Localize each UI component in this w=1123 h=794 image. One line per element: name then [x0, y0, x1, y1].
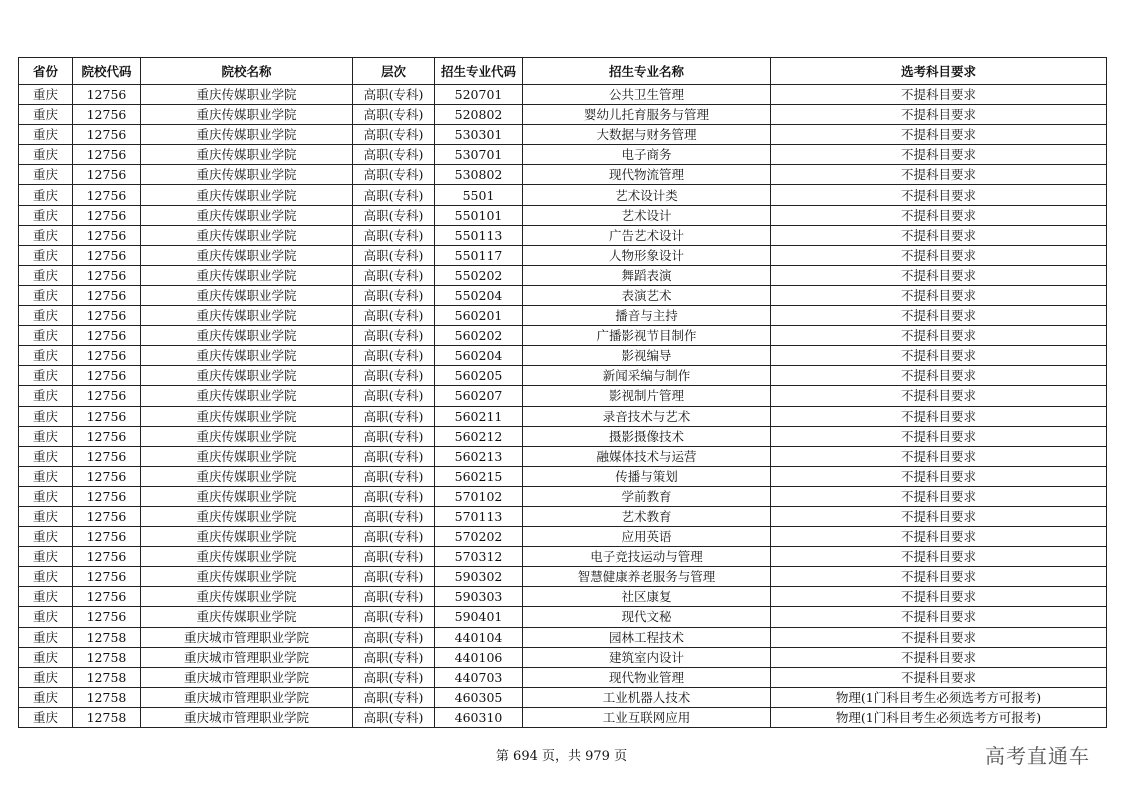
school-name-cell: 重庆传媒职业学院 [141, 85, 353, 105]
major-code-cell: 560207 [435, 386, 523, 406]
subject-requirement-cell: 不提科目要求 [771, 607, 1107, 627]
school-name-cell: 重庆传媒职业学院 [141, 386, 353, 406]
major-code-cell: 550101 [435, 205, 523, 225]
province-cell: 重庆 [19, 627, 73, 647]
school-code-cell: 12756 [73, 145, 141, 165]
school-code-cell: 12756 [73, 506, 141, 526]
major-name-cell: 广播影视节目制作 [523, 326, 771, 346]
column-header-province: 省份 [19, 58, 73, 85]
level-cell: 高职(专科) [353, 647, 435, 667]
table-row [19, 687, 1107, 707]
school-name-cell: 重庆传媒职业学院 [141, 285, 353, 305]
major-name-cell: 广告艺术设计 [523, 225, 771, 245]
school-code-cell: 12758 [73, 627, 141, 647]
major-code-cell: 460310 [435, 707, 523, 727]
province-cell: 重庆 [19, 145, 73, 165]
school-name-cell: 重庆传媒职业学院 [141, 105, 353, 125]
level-cell: 高职(专科) [353, 285, 435, 305]
subject-requirement-cell: 不提科目要求 [771, 587, 1107, 607]
major-code-cell: 590302 [435, 567, 523, 587]
table-header-row [19, 58, 1107, 85]
admission-table-container [18, 57, 1106, 728]
school-name-cell: 重庆传媒职业学院 [141, 366, 353, 386]
major-name-cell: 新闻采编与制作 [523, 366, 771, 386]
table-row [19, 265, 1107, 285]
major-code-cell: 560202 [435, 326, 523, 346]
level-cell: 高职(专科) [353, 446, 435, 466]
major-code-cell: 570202 [435, 527, 523, 547]
table-row [19, 225, 1107, 245]
level-cell: 高职(专科) [353, 627, 435, 647]
major-code-cell: 590303 [435, 587, 523, 607]
table-row [19, 245, 1107, 265]
school-code-cell: 12756 [73, 185, 141, 205]
table-row [19, 486, 1107, 506]
subject-requirement-cell: 不提科目要求 [771, 125, 1107, 145]
school-code-cell: 12756 [73, 567, 141, 587]
school-code-cell: 12756 [73, 587, 141, 607]
province-cell: 重庆 [19, 85, 73, 105]
school-code-cell: 12758 [73, 647, 141, 667]
major-code-cell: 530301 [435, 125, 523, 145]
province-cell: 重庆 [19, 527, 73, 547]
school-name-cell: 重庆传媒职业学院 [141, 165, 353, 185]
level-cell: 高职(专科) [353, 406, 435, 426]
school-name-cell: 重庆城市管理职业学院 [141, 687, 353, 707]
major-name-cell: 融媒体技术与运营 [523, 446, 771, 466]
major-name-cell: 园林工程技术 [523, 627, 771, 647]
province-cell: 重庆 [19, 426, 73, 446]
subject-requirement-cell: 不提科目要求 [771, 667, 1107, 687]
major-name-cell: 电子竞技运动与管理 [523, 547, 771, 567]
level-cell: 高职(专科) [353, 667, 435, 687]
school-code-cell: 12756 [73, 366, 141, 386]
province-cell: 重庆 [19, 567, 73, 587]
subject-requirement-cell: 不提科目要求 [771, 527, 1107, 547]
level-cell: 高职(专科) [353, 607, 435, 627]
major-code-cell: 560213 [435, 446, 523, 466]
subject-requirement-cell: 不提科目要求 [771, 285, 1107, 305]
school-name-cell: 重庆传媒职业学院 [141, 506, 353, 526]
school-name-cell: 重庆城市管理职业学院 [141, 627, 353, 647]
school-name-cell: 重庆传媒职业学院 [141, 567, 353, 587]
province-cell: 重庆 [19, 446, 73, 466]
table-row [19, 506, 1107, 526]
school-name-cell: 重庆传媒职业学院 [141, 185, 353, 205]
level-cell: 高职(专科) [353, 125, 435, 145]
subject-requirement-cell: 不提科目要求 [771, 366, 1107, 386]
table-row [19, 446, 1107, 466]
province-cell: 重庆 [19, 165, 73, 185]
subject-requirement-cell: 不提科目要求 [771, 647, 1107, 667]
table-row [19, 607, 1107, 627]
school-name-cell: 重庆传媒职业学院 [141, 125, 353, 145]
table-row [19, 627, 1107, 647]
level-cell: 高职(专科) [353, 245, 435, 265]
level-cell: 高职(专科) [353, 506, 435, 526]
major-code-cell: 550202 [435, 265, 523, 285]
province-cell: 重庆 [19, 506, 73, 526]
table-row [19, 185, 1107, 205]
table-row [19, 285, 1107, 305]
subject-requirement-cell: 不提科目要求 [771, 245, 1107, 265]
major-name-cell: 电子商务 [523, 145, 771, 165]
school-name-cell: 重庆传媒职业学院 [141, 446, 353, 466]
subject-requirement-cell: 不提科目要求 [771, 326, 1107, 346]
major-name-cell: 传播与策划 [523, 466, 771, 486]
table-row [19, 547, 1107, 567]
table-row [19, 306, 1107, 326]
table-row [19, 647, 1107, 667]
subject-requirement-cell: 不提科目要求 [771, 185, 1107, 205]
major-code-cell: 560205 [435, 366, 523, 386]
major-code-cell: 440703 [435, 667, 523, 687]
major-code-cell: 550113 [435, 225, 523, 245]
level-cell: 高职(专科) [353, 386, 435, 406]
school-name-cell: 重庆传媒职业学院 [141, 486, 353, 506]
page-number: 第 694 页，共 979 页 [495, 749, 628, 764]
school-code-cell: 12756 [73, 466, 141, 486]
table-row [19, 587, 1107, 607]
major-name-cell: 工业互联网应用 [523, 707, 771, 727]
major-name-cell: 艺术设计 [523, 205, 771, 225]
level-cell: 高职(专科) [353, 205, 435, 225]
school-code-cell: 12758 [73, 667, 141, 687]
major-name-cell: 学前教育 [523, 486, 771, 506]
school-name-cell: 重庆传媒职业学院 [141, 607, 353, 627]
school-name-cell: 重庆城市管理职业学院 [141, 667, 353, 687]
school-name-cell: 重庆传媒职业学院 [141, 527, 353, 547]
table-row [19, 366, 1107, 386]
watermark-logo-text: 高考直通车 [985, 744, 1090, 768]
major-code-cell: 560204 [435, 346, 523, 366]
table-row [19, 125, 1107, 145]
province-cell: 重庆 [19, 647, 73, 667]
province-cell: 重庆 [19, 486, 73, 506]
subject-requirement-cell: 不提科目要求 [771, 225, 1107, 245]
major-code-cell: 560201 [435, 306, 523, 326]
level-cell: 高职(专科) [353, 486, 435, 506]
level-cell: 高职(专科) [353, 567, 435, 587]
school-name-cell: 重庆传媒职业学院 [141, 326, 353, 346]
major-name-cell: 摄影摄像技术 [523, 426, 771, 446]
level-cell: 高职(专科) [353, 527, 435, 547]
province-cell: 重庆 [19, 386, 73, 406]
table-body [19, 85, 1107, 728]
subject-requirement-cell: 物理(1门科目考生必须选考方可报考) [771, 707, 1107, 727]
level-cell: 高职(专科) [353, 326, 435, 346]
subject-requirement-cell: 不提科目要求 [771, 406, 1107, 426]
major-code-cell: 530701 [435, 145, 523, 165]
school-name-cell: 重庆传媒职业学院 [141, 245, 353, 265]
major-code-cell: 5501 [435, 185, 523, 205]
level-cell: 高职(专科) [353, 265, 435, 285]
level-cell: 高职(专科) [353, 366, 435, 386]
school-name-cell: 重庆传媒职业学院 [141, 225, 353, 245]
school-code-cell: 12756 [73, 547, 141, 567]
level-cell: 高职(专科) [353, 225, 435, 245]
major-name-cell: 现代文秘 [523, 607, 771, 627]
school-code-cell: 12756 [73, 85, 141, 105]
province-cell: 重庆 [19, 306, 73, 326]
major-code-cell: 520802 [435, 105, 523, 125]
school-code-cell: 12756 [73, 285, 141, 305]
school-code-cell: 12758 [73, 687, 141, 707]
school-code-cell: 12756 [73, 265, 141, 285]
subject-requirement-cell: 不提科目要求 [771, 105, 1107, 125]
subject-requirement-cell: 不提科目要求 [771, 265, 1107, 285]
school-code-cell: 12756 [73, 527, 141, 547]
subject-requirement-cell: 不提科目要求 [771, 567, 1107, 587]
major-code-cell: 570312 [435, 547, 523, 567]
school-name-cell: 重庆传媒职业学院 [141, 406, 353, 426]
table-row [19, 426, 1107, 446]
subject-requirement-cell: 不提科目要求 [771, 627, 1107, 647]
major-code-cell: 440104 [435, 627, 523, 647]
school-name-cell: 重庆传媒职业学院 [141, 145, 353, 165]
major-name-cell: 人物形象设计 [523, 245, 771, 265]
subject-requirement-cell: 不提科目要求 [771, 426, 1107, 446]
major-name-cell: 舞蹈表演 [523, 265, 771, 285]
table-row [19, 105, 1107, 125]
school-name-cell: 重庆传媒职业学院 [141, 306, 353, 326]
school-name-cell: 重庆传媒职业学院 [141, 587, 353, 607]
column-header-level: 层次 [353, 58, 435, 85]
major-code-cell: 570113 [435, 506, 523, 526]
major-code-cell: 560212 [435, 426, 523, 446]
major-code-cell: 550204 [435, 285, 523, 305]
column-header-subject-requirement: 选考科目要求 [771, 58, 1107, 85]
school-code-cell: 12756 [73, 225, 141, 245]
province-cell: 重庆 [19, 667, 73, 687]
school-code-cell: 12756 [73, 486, 141, 506]
major-code-cell: 560215 [435, 466, 523, 486]
table-row [19, 165, 1107, 185]
level-cell: 高职(专科) [353, 185, 435, 205]
province-cell: 重庆 [19, 205, 73, 225]
school-name-cell: 重庆传媒职业学院 [141, 547, 353, 567]
school-code-cell: 12756 [73, 386, 141, 406]
column-header-school-code: 院校代码 [73, 58, 141, 85]
subject-requirement-cell: 不提科目要求 [771, 306, 1107, 326]
province-cell: 重庆 [19, 366, 73, 386]
province-cell: 重庆 [19, 285, 73, 305]
table-row [19, 567, 1107, 587]
level-cell: 高职(专科) [353, 306, 435, 326]
table-row [19, 707, 1107, 727]
table-row [19, 527, 1107, 547]
province-cell: 重庆 [19, 105, 73, 125]
province-cell: 重庆 [19, 125, 73, 145]
table-row [19, 205, 1107, 225]
level-cell: 高职(专科) [353, 346, 435, 366]
subject-requirement-cell: 物理(1门科目考生必须选考方可报考) [771, 687, 1107, 707]
major-name-cell: 社区康复 [523, 587, 771, 607]
level-cell: 高职(专科) [353, 145, 435, 165]
subject-requirement-cell: 不提科目要求 [771, 506, 1107, 526]
major-name-cell: 婴幼儿托育服务与管理 [523, 105, 771, 125]
school-code-cell: 12756 [73, 165, 141, 185]
province-cell: 重庆 [19, 466, 73, 486]
major-name-cell: 大数据与财务管理 [523, 125, 771, 145]
column-header-major-name: 招生专业名称 [523, 58, 771, 85]
province-cell: 重庆 [19, 326, 73, 346]
major-code-cell: 530802 [435, 165, 523, 185]
level-cell: 高职(专科) [353, 687, 435, 707]
table-row [19, 326, 1107, 346]
subject-requirement-cell: 不提科目要求 [771, 205, 1107, 225]
province-cell: 重庆 [19, 225, 73, 245]
province-cell: 重庆 [19, 265, 73, 285]
subject-requirement-cell: 不提科目要求 [771, 145, 1107, 165]
subject-requirement-cell: 不提科目要求 [771, 85, 1107, 105]
major-code-cell: 550117 [435, 245, 523, 265]
school-name-cell: 重庆城市管理职业学院 [141, 707, 353, 727]
province-cell: 重庆 [19, 607, 73, 627]
subject-requirement-cell: 不提科目要求 [771, 386, 1107, 406]
province-cell: 重庆 [19, 185, 73, 205]
table-row [19, 406, 1107, 426]
school-code-cell: 12756 [73, 346, 141, 366]
school-name-cell: 重庆传媒职业学院 [141, 205, 353, 225]
column-header-major-code: 招生专业代码 [435, 58, 523, 85]
province-cell: 重庆 [19, 547, 73, 567]
school-code-cell: 12758 [73, 707, 141, 727]
table-row [19, 466, 1107, 486]
major-code-cell: 440106 [435, 647, 523, 667]
province-cell: 重庆 [19, 406, 73, 426]
school-code-cell: 12756 [73, 607, 141, 627]
province-cell: 重庆 [19, 245, 73, 265]
major-code-cell: 590401 [435, 607, 523, 627]
major-name-cell: 播音与主持 [523, 306, 771, 326]
major-name-cell: 建筑室内设计 [523, 647, 771, 667]
major-name-cell: 应用英语 [523, 527, 771, 547]
province-cell: 重庆 [19, 687, 73, 707]
school-code-cell: 12756 [73, 306, 141, 326]
major-name-cell: 智慧健康养老服务与管理 [523, 567, 771, 587]
table-row [19, 145, 1107, 165]
school-code-cell: 12756 [73, 205, 141, 225]
major-name-cell: 工业机器人技术 [523, 687, 771, 707]
subject-requirement-cell: 不提科目要求 [771, 547, 1107, 567]
major-code-cell: 560211 [435, 406, 523, 426]
school-code-cell: 12756 [73, 245, 141, 265]
admission-table [18, 57, 1107, 728]
major-code-cell: 570102 [435, 486, 523, 506]
table-row [19, 346, 1107, 366]
table-row [19, 667, 1107, 687]
school-code-cell: 12756 [73, 426, 141, 446]
major-name-cell: 艺术设计类 [523, 185, 771, 205]
level-cell: 高职(专科) [353, 466, 435, 486]
major-name-cell: 现代物业管理 [523, 667, 771, 687]
column-header-school-name: 院校名称 [141, 58, 353, 85]
school-code-cell: 12756 [73, 446, 141, 466]
level-cell: 高职(专科) [353, 426, 435, 446]
major-name-cell: 影视编导 [523, 346, 771, 366]
school-code-cell: 12756 [73, 326, 141, 346]
province-cell: 重庆 [19, 587, 73, 607]
major-name-cell: 艺术教育 [523, 506, 771, 526]
subject-requirement-cell: 不提科目要求 [771, 346, 1107, 366]
major-code-cell: 520701 [435, 85, 523, 105]
school-name-cell: 重庆传媒职业学院 [141, 426, 353, 446]
major-code-cell: 460305 [435, 687, 523, 707]
level-cell: 高职(专科) [353, 547, 435, 567]
school-code-cell: 12756 [73, 125, 141, 145]
subject-requirement-cell: 不提科目要求 [771, 165, 1107, 185]
level-cell: 高职(专科) [353, 105, 435, 125]
school-name-cell: 重庆城市管理职业学院 [141, 647, 353, 667]
table-row [19, 386, 1107, 406]
major-name-cell: 录音技术与艺术 [523, 406, 771, 426]
province-cell: 重庆 [19, 346, 73, 366]
school-code-cell: 12756 [73, 406, 141, 426]
school-name-cell: 重庆传媒职业学院 [141, 346, 353, 366]
level-cell: 高职(专科) [353, 165, 435, 185]
subject-requirement-cell: 不提科目要求 [771, 466, 1107, 486]
subject-requirement-cell: 不提科目要求 [771, 486, 1107, 506]
subject-requirement-cell: 不提科目要求 [771, 446, 1107, 466]
level-cell: 高职(专科) [353, 85, 435, 105]
level-cell: 高职(专科) [353, 707, 435, 727]
school-code-cell: 12756 [73, 105, 141, 125]
major-name-cell: 表演艺术 [523, 285, 771, 305]
province-cell: 重庆 [19, 707, 73, 727]
school-name-cell: 重庆传媒职业学院 [141, 265, 353, 285]
major-name-cell: 现代物流管理 [523, 165, 771, 185]
major-name-cell: 公共卫生管理 [523, 85, 771, 105]
level-cell: 高职(专科) [353, 587, 435, 607]
table-row [19, 85, 1107, 105]
school-name-cell: 重庆传媒职业学院 [141, 466, 353, 486]
major-name-cell: 影视制片管理 [523, 386, 771, 406]
